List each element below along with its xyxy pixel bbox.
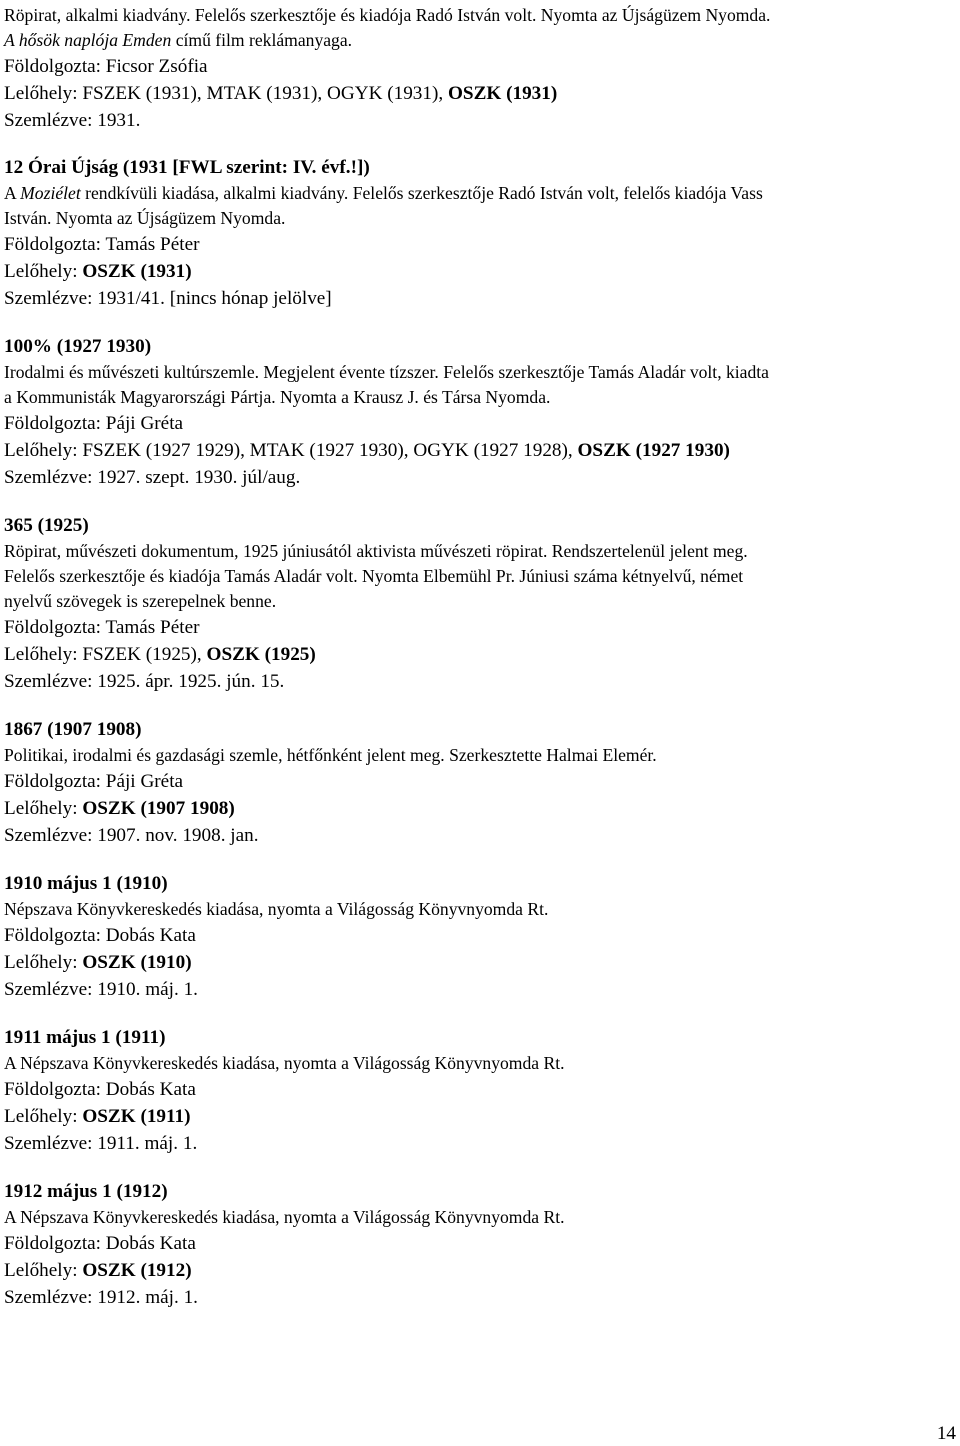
catalog-entry xyxy=(4,512,954,695)
entry-indexed: Szemlézve: 1910. máj. 1. xyxy=(4,979,198,1000)
entry-title: 1912 május 1 (1912) xyxy=(4,1181,168,1202)
entry-processed-by: Földolgozta: Tamás Péter xyxy=(4,617,200,638)
entry-indexed: Szemlézve: 1927. szept. 1930. júl/aug. xyxy=(4,467,301,488)
entry-location-oszk: OSZK (1907 1908) xyxy=(82,798,235,819)
entry-location: Lelőhely: FSZEK (1931), MTAK (1931), OGYK (1931), OSZK (1931) xyxy=(4,83,558,104)
catalog-entry xyxy=(4,870,954,1003)
entry-description-line: Röpirat, alkalmi kiadvány. Felelős szerkesztője és kiadója Radó István volt. Nyomta az Újságüzem Nyomda. xyxy=(4,5,771,25)
entry-location-oszk: OSZK (1931) xyxy=(82,261,192,282)
document-page xyxy=(4,0,954,1311)
entry-title: 100% (1927 1930) xyxy=(4,336,152,357)
entry-location: Lelőhely: OSZK (1931) xyxy=(4,261,192,282)
entry-description-line: A Moziélet rendkívüli kiadása, alkalmi kiadvány. Felelős szerkesztője Radó István volt, felelős kiadója Vass xyxy=(4,183,763,203)
entry-indexed: Szemlézve: 1925. ápr. 1925. jún. 15. xyxy=(4,671,285,692)
entry-location: Lelőhely: OSZK (1907 1908) xyxy=(4,798,235,819)
entry-processed-by: Földolgozta: Dobás Kata xyxy=(4,1233,196,1254)
catalog-entry xyxy=(4,333,954,491)
entry-location-oszk: OSZK (1910) xyxy=(82,952,192,973)
entry-description-line: Politikai, irodalmi és gazdasági szemle, hétfőnként jelent meg. Szerkesztette Halmai Elemér. xyxy=(4,745,657,765)
entry-indexed: Szemlézve: 1931. xyxy=(4,110,141,131)
entry-indexed: Szemlézve: 1912. máj. 1. xyxy=(4,1287,198,1308)
entry-location-oszk: OSZK (1927 1930) xyxy=(577,440,730,461)
entry-processed-by: Földolgozta: Dobás Kata xyxy=(4,925,196,946)
entry-description-line: a Kommunisták Magyarországi Pártja. Nyomta a Krausz J. és Társa Nyomda. xyxy=(4,387,551,407)
entry-description-line: Irodalmi és művészeti kultúrszemle. Megjelent évente tízszer. Felelős szerkesztője Tamás Aladár volt, kiadta xyxy=(4,362,769,382)
catalog-entry xyxy=(4,1024,954,1157)
entry-location: Lelőhely: OSZK (1912) xyxy=(4,1260,192,1281)
entry-description-line: A Népszava Könyvkereskedés kiadása, nyomta a Világosság Könyvnyomda Rt. xyxy=(4,1053,565,1073)
entry-description-line: Röpirat, művészeti dokumentum, 1925 júniusától aktivista művészeti röpirat. Rendszertelenül jelent meg. xyxy=(4,541,748,561)
entry-title: 1867 (1907 1908) xyxy=(4,719,142,740)
entry-processed-by: Földolgozta: Ficsor Zsófia xyxy=(4,56,208,77)
entry-description-line: István. Nyomta az Újságüzem Nyomda. xyxy=(4,208,286,228)
entry-processed-by: Földolgozta: Tamás Péter xyxy=(4,234,200,255)
entry-description-line: Népszava Könyvkereskedés kiadása, nyomta a Világosság Könyvnyomda Rt. xyxy=(4,899,549,919)
entry-location-oszk: OSZK (1912) xyxy=(82,1260,192,1281)
entry-description-line: nyelvű szövegek is szerepelnek benne. xyxy=(4,591,277,611)
entry-indexed: Szemlézve: 1911. máj. 1. xyxy=(4,1133,198,1154)
entry-indexed: Szemlézve: 1907. nov. 1908. jan. xyxy=(4,825,259,846)
film-title: A hősök naplója Emden xyxy=(4,30,172,50)
entry-description-line: Felelős szerkesztője és kiadója Tamás Aladár volt. Nyomta Elbemühl Pr. Júniusi száma kétnyelvű, német xyxy=(4,566,744,586)
catalog-entry xyxy=(4,154,954,312)
entry-processed-by: Földolgozta: Dobás Kata xyxy=(4,1079,196,1100)
entry-location: Lelőhely: FSZEK (1925), OSZK (1925) xyxy=(4,644,316,665)
page-number: 14 xyxy=(936,1423,956,1444)
entry-processed-by: Földolgozta: Páji Gréta xyxy=(4,413,184,434)
catalog-entry-carryover xyxy=(4,3,954,134)
entry-title: 1910 május 1 (1910) xyxy=(4,873,168,894)
catalog-entry xyxy=(4,1178,954,1311)
publication-title: Moziélet xyxy=(20,183,81,203)
entry-title: 12 Órai Újság (1931 [FWL szerint: IV. évf.!]) xyxy=(4,157,370,178)
entry-title: 1911 május 1 (1911) xyxy=(4,1027,166,1048)
entry-processed-by: Földolgozta: Páji Gréta xyxy=(4,771,184,792)
entry-location-oszk: OSZK (1911) xyxy=(82,1106,191,1127)
entry-indexed: Szemlézve: 1931/41. [nincs hónap jelölve] xyxy=(4,288,332,309)
catalog-entry xyxy=(4,716,954,849)
entry-location: Lelőhely: FSZEK (1927 1929), MTAK (1927 1930), OGYK (1927 1928), OSZK (1927 1930) xyxy=(4,440,730,461)
entry-description-line: A Népszava Könyvkereskedés kiadása, nyomta a Világosság Könyvnyomda Rt. xyxy=(4,1207,565,1227)
entry-location-oszk: OSZK (1931) xyxy=(447,83,558,104)
entry-location: Lelőhely: OSZK (1910) xyxy=(4,952,192,973)
entry-location-oszk: OSZK (1925) xyxy=(206,644,316,665)
entry-title: 365 (1925) xyxy=(4,515,89,536)
entry-location: Lelőhely: OSZK (1911) xyxy=(4,1106,191,1127)
entry-description-line: A hősök naplója Emden című film reklámanyaga. xyxy=(4,30,353,50)
